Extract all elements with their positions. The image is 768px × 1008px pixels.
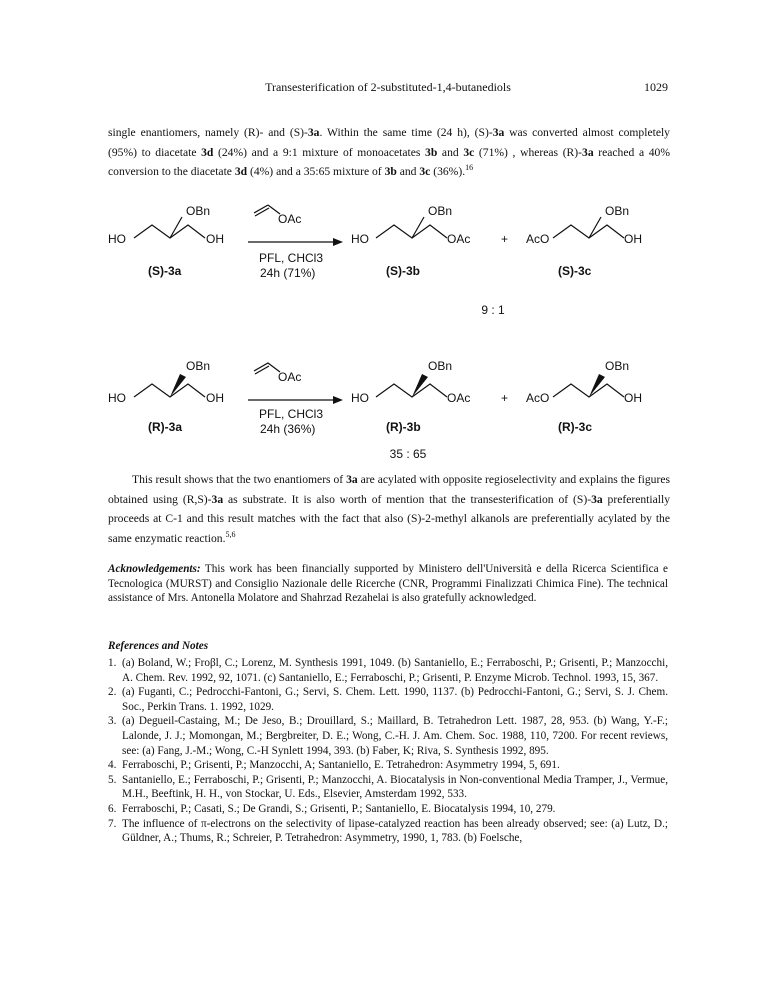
running-title: Transesterification of 2-substituted-1,4-butanediols xyxy=(265,80,511,94)
product-b-obn: OBn xyxy=(428,204,453,218)
substrate-oh: OH xyxy=(206,391,224,405)
product-b-label: (S)-3b xyxy=(386,264,420,278)
acknowledgements xyxy=(108,562,668,606)
reference-text: Santaniello, E.; Ferraboschi, P.; Grisenti, P.; Manzocchi, A. Biocatalysis in Non-conventional Media Tramper, J., Vermue, M.H., Beeftink, H. H., von Stockar, U. Eds., Elsevier, Amsterdam 1992, 533. xyxy=(122,773,668,801)
reference-text: The influence of π-electrons on the selectivity of lipase-catalyzed reaction has been already observed; see: (a) Lutz, D.; Güldner, A.; Thums, R.; Schreier, P. Tetrahedron: Asymmetry, 1990, 1, 783. (b) Foelsche, xyxy=(122,817,668,845)
reference-text: (a) Fuganti, C.; Pedrocchi-Fantoni, G.; Servi, S. Chem. Lett. 1990, 1137. (b) Pedrocchi-Fantoni, G.; Servi, S. J. Chem. Soc., Perkin Trans. 1. 1992, 1029. xyxy=(122,686,668,713)
reference-item xyxy=(108,773,668,802)
reference-number: 7. xyxy=(108,817,117,830)
product-b-label: (R)-3b xyxy=(386,420,421,434)
product-c-oh: OH xyxy=(624,391,642,405)
substrate-obn: OBn xyxy=(186,204,211,218)
product-b-ho: HO xyxy=(351,391,369,405)
running-head xyxy=(108,80,668,100)
reference-number: 5. xyxy=(108,773,117,786)
reference-text: Ferraboschi, P.; Casati, S.; De Grandi, S.; Grisenti, P.; Santaniello, E. Biocatalysis 1994, 10, 279. xyxy=(122,802,556,815)
product-c-obn: OBn xyxy=(605,359,630,373)
references-heading: References and Notes xyxy=(108,640,209,652)
plus-sign: + xyxy=(501,232,509,246)
reference-text: Ferraboschi, P.; Grisenti, P.; Manzocchi, A; Santaniello, E. Tetrahedron: Asymmetry 1994, 5, 691. xyxy=(122,759,560,772)
reaction-scheme-r xyxy=(108,350,670,470)
reaction-scheme-s xyxy=(108,195,670,330)
conditions-time-yield: 24h (71%) xyxy=(260,266,316,280)
acknowledgements-text: This work has been financially supported by Ministero dell'Università e della Ricerca Scientifica e Tecnologica (MURST) and Consiglio Nazionale delle Ricerche (CNR, Programmi Finalizzati Chimica Fine). The technical assistance of Mrs. Antonella Molatore and Shahrzad Rezahelai is also gratefully acknowledged. xyxy=(108,563,668,604)
product-b-ho: HO xyxy=(351,232,369,246)
conditions-time-yield: 24h (36%) xyxy=(260,422,316,436)
substrate-ho: HO xyxy=(108,232,126,246)
reference-item xyxy=(108,802,668,817)
reference-item xyxy=(108,714,668,758)
reference-number: 1. xyxy=(108,657,117,669)
product-ratio: 35 : 65 xyxy=(389,447,427,461)
intro-paragraph: single enantiomers, namely (R)- and (S)-3a. Within the same time (24 h), (S)-3a was converted almost completely (95%) to diacetate 3d (24%) and a 9:1 mixture of monoacetates 3b and 3c (71%) , whereas (R)-3a reached a 40% conversion to the diacetate 3d (4%) and a 35:65 mixture of 3b and 3c (36%).$^{16}$ xyxy=(108,126,670,178)
conditions-catalyst: PFL, CHCl3 xyxy=(259,407,324,421)
product-c-label: (S)-3c xyxy=(558,264,592,278)
product-c-aco: AcO xyxy=(526,391,550,405)
product-ratio: 9 : 1 xyxy=(481,303,505,317)
reference-number: 2. xyxy=(108,686,117,699)
substrate-ho: HO xyxy=(108,391,126,405)
plus-sign: + xyxy=(501,391,509,405)
product-c-label: (R)-3c xyxy=(558,420,593,434)
product-c-aco: AcO xyxy=(526,232,550,246)
conditions-catalyst: PFL, CHCl3 xyxy=(259,251,324,265)
substrate-label: (R)-3a xyxy=(148,420,183,434)
page-number: 1029 xyxy=(644,80,668,94)
product-c-oh: OH xyxy=(624,232,642,246)
reference-item xyxy=(108,685,668,714)
reference-text: (a) Boland, W.; Froβl, C.; Lorenz, M. Synthesis 1991, 1049. (b) Santaniello, E.; Ferraboschi, P.; Grisenti, P.; Manzocchi, A. Chem. Rev. 1992, 92, 1071. (c) Santaniello, E.; Ferraboschi, P.; Grisenti, P. Enzyme Microb. Technol. 1993, 15, 367. xyxy=(122,657,668,684)
reference-number: 6. xyxy=(108,802,117,815)
reference-item xyxy=(108,817,668,846)
reference-number: 3. xyxy=(108,715,117,728)
reference-item xyxy=(108,656,668,685)
references-list xyxy=(108,656,668,846)
product-b-obn: OBn xyxy=(428,359,453,373)
product-b-oac: OAc xyxy=(447,232,471,246)
substrate-label: (S)-3a xyxy=(148,264,182,278)
result-paragraph: This result shows that the two enantiomers of 3a are acylated with opposite regioselectivity and explains the figures obtained using (R,S)-3a as substrate. It is also worth of mention that the transesterification of (S)-3a preferentially proceeds at C-1 and this result matches with the fact that also (S)-2-methyl alkanols are preferentially acylated by the same enzymatic reaction.$^{5,6}$ xyxy=(108,473,670,545)
acknowledgements-heading: Acknowledgements: xyxy=(108,563,201,575)
reference-text: (a) Degueil-Castaing, M.; De Jeso, B.; Drouillard, S.; Maillard, B. Tetrahedron Lett. 1987, 28, 953. (b) Wang, Y.-F.; Lalonde, J. J.; Momongan, M.; Bergbreiter, D. E.; Wong, C.-H. J. Am. Chem. Soc. 1988, 110, 7200. For recent reviews, see: (a) Fang, J.-M.; Wong, C.-H Synlett 1994, 393. (b) Faber, K; Riva, S. Synthesis 1992, 895. xyxy=(122,715,668,757)
product-c-obn: OBn xyxy=(605,204,630,218)
reagent-vinyl-acetate: OAc xyxy=(278,370,302,384)
reagent-vinyl-acetate: OAc xyxy=(278,212,302,226)
substrate-oh: OH xyxy=(206,232,224,246)
reference-item xyxy=(108,758,668,773)
reference-number: 4. xyxy=(108,759,117,772)
substrate-obn: OBn xyxy=(186,359,211,373)
product-b-oac: OAc xyxy=(447,391,471,405)
